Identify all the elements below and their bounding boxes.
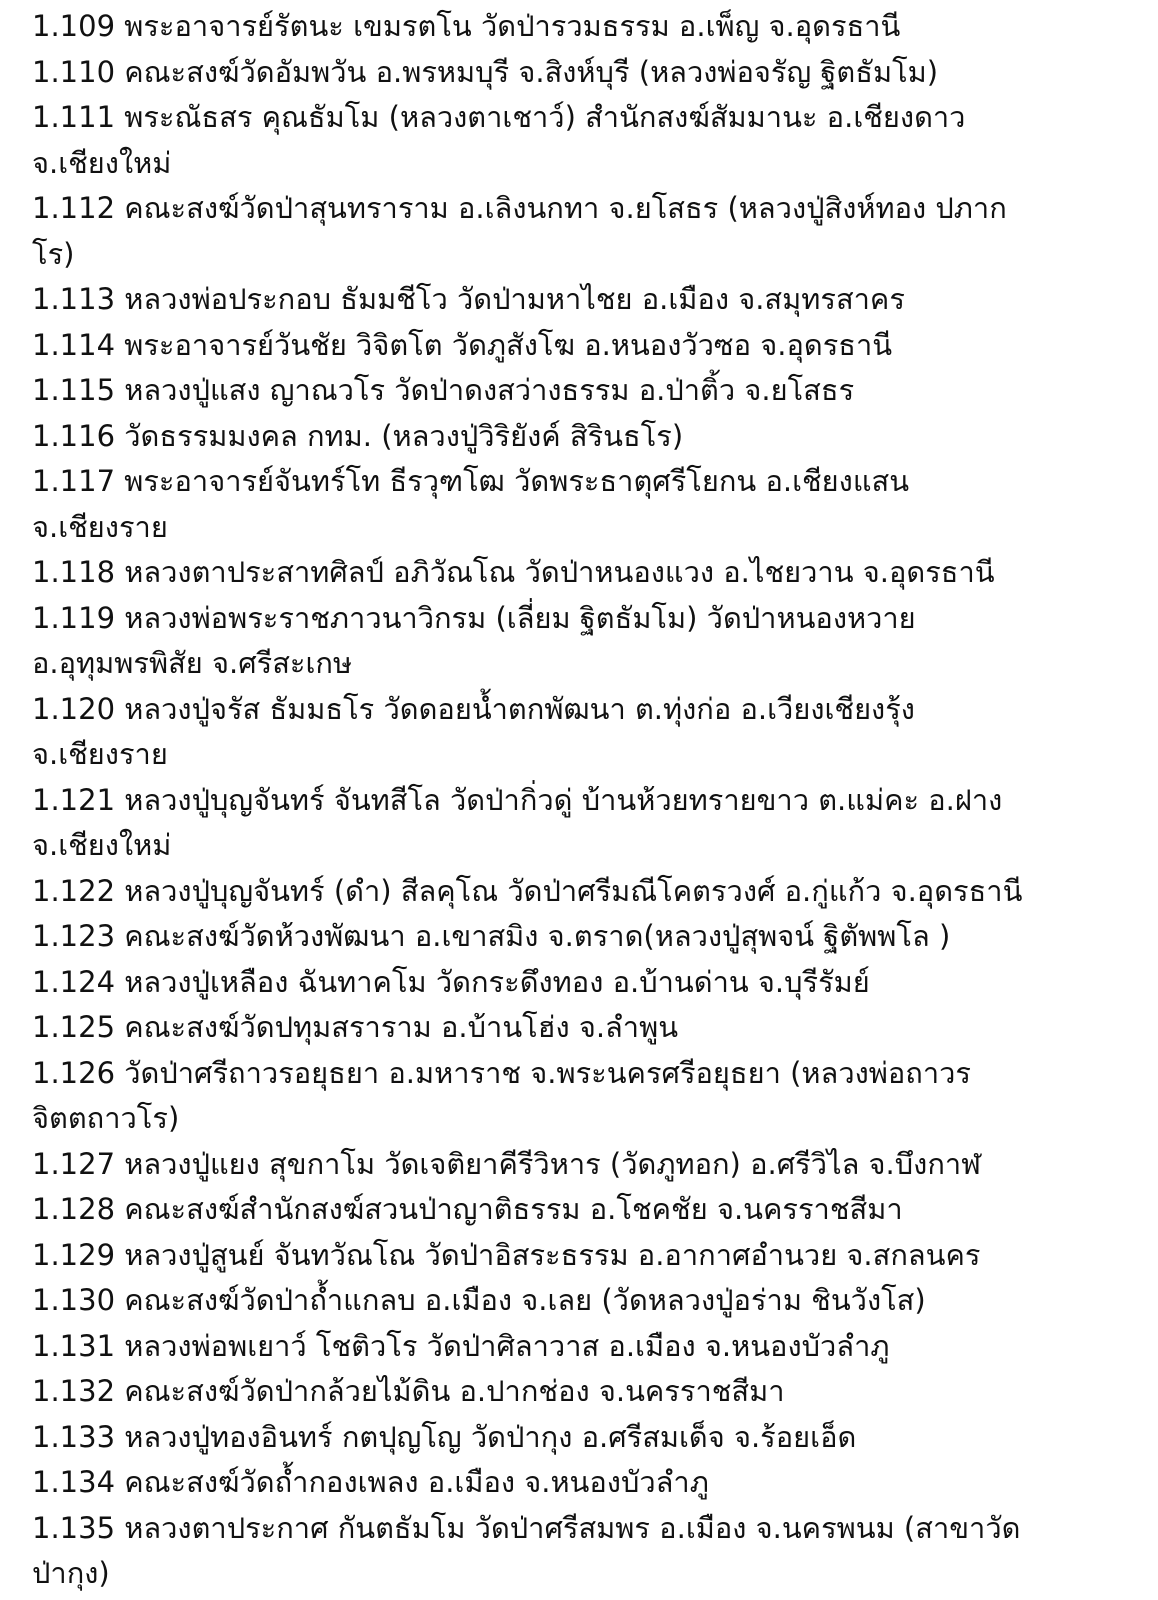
text-line: 1.113 หลวงพ่อประกอบ ธัมมชีโว วัดป่ามหาไชย อ.เมือง จ.สมุทรสาคร: [32, 282, 905, 316]
text-line: 1.125 คณะสงฆ์วัดปทุมสราราม อ.บ้านโฮ่ง จ.ลำพูน: [32, 1010, 679, 1044]
text-line: 1.134 คณะสงฆ์วัดถ้ำกองเพลง อ.เมือง จ.หนองบัวลำภู: [32, 1465, 709, 1499]
text-line: 1.123 คณะสงฆ์วัดห้วงพัฒนา อ.เขาสมิง จ.ตราด(หลวงปู่สุพจน์ ฐิตัพพโล ): [32, 919, 951, 953]
text-line: 1.135 หลวงตาประกาศ กันตธัมโม วัดป่าศรีสมพร อ.เมือง จ.นครพนม (สาขาวัด: [32, 1510, 1021, 1545]
text-line: 1.116 วัดธรรมมงคล กทม. (หลวงปู่วิริยังค์ สิรินธโร): [32, 418, 684, 453]
text-line: 1.127 หลวงปู่แยง สุขกาโม วัดเจติยาคีรีวิหาร (วัดภูทอก) อ.ศรีวิไล จ.บึงกาฬ: [32, 1146, 981, 1181]
text-line: 1.118 หลวงตาประสาทศิลป์ อภิวัณโณ วัดป่าหนองแวง อ.ไชยวาน จ.อุดรธานี: [32, 555, 995, 589]
text-line: 1.111 พระณัธสร คุณธัมโม (หลวงตาเชาว์) สำนักสงฆ์สัมมานะ อ.เชียงดาว: [32, 100, 966, 134]
text-line: จ.เชียงราย: [32, 737, 168, 771]
text-line: จ.เชียงราย: [32, 509, 168, 544]
text-line: 1.117 พระอาจารย์จันทร์โท ธีรวุฑโฒ วัดพระธาตุศรีโยกน อ.เชียงแสน: [32, 464, 910, 498]
text-line: 1.109 พระอาจารย์รัตนะ เขมรตโน วัดป่ารวมธรรม อ.เพ็ญ จ.อุดรธานี: [32, 9, 901, 43]
text-line: 1.114 พระอาจารย์วันชัย วิจิตโต วัดภูสังโฆ อ.หนองวัวซอ จ.อุดรธานี: [32, 327, 893, 362]
text-line: 1.133 หลวงปู่ทองอินทร์ กตปุญโญ วัดป่ากุง อ.ศรีสมเด็จ จ.ร้อยเอ็ด: [32, 1419, 857, 1454]
text-line: 1.110 คณะสงฆ์วัดอัมพวัน อ.พรหมบุรี จ.สิงห์บุรี (หลวงพ่อจรัญ ฐิตธัมโม): [32, 54, 939, 89]
text-line: 1.112 คณะสงฆ์วัดป่าสุนทราราม อ.เลิงนกทา จ.ยโสธร (หลวงปู่สิงห์ทอง ปภาก: [32, 191, 1007, 225]
text-line: 1.129 หลวงปู่สูนย์ จันทวัณโณ วัดป่าอิสระธรรม อ.อากาศอำนวย จ.สกลนคร: [32, 1237, 981, 1272]
text-line: โร): [32, 236, 75, 271]
text-line: จ.เชียงใหม่: [32, 828, 172, 862]
text-line: จิตตถาวโร): [32, 1101, 180, 1135]
text-line: 1.128 คณะสงฆ์สำนักสงฆ์สวนป่าญาติธรรม อ.โชคชัย จ.นครราชสีมา: [32, 1192, 903, 1226]
text-line: 1.115 หลวงปู่แสง ญาณวโร วัดป่าดงสว่างธรรม อ.ป่าติ้ว จ.ยโสธร: [32, 373, 855, 407]
text-line: 1.126 วัดป่าศรีถาวรอยุธยา อ.มหาราช จ.พระนครศรีอยุธยา (หลวงพ่อถาวร: [32, 1055, 972, 1090]
text-line: 1.122 หลวงปู่บุญจันทร์ (ดำ) สีลคุโณ วัดป่าศรีมณีโคตรวงศ์ อ.กู่แก้ว จ.อุดรธานี: [32, 873, 1023, 908]
text-line: อ.อุทุมพรพิสัย จ.ศรีสะเกษ: [32, 646, 353, 680]
text-line: 1.132 คณะสงฆ์วัดป่ากล้วยไม้ดิน อ.ปากช่อง จ.นครราชสีมา: [32, 1374, 785, 1408]
text-line: 1.121 หลวงปู่บุญจันทร์ จันทสีโล วัดป่ากิ่วดู่ บ้านห้วยทรายขาว ต.แม่คะ อ.ฝาง: [32, 782, 1003, 817]
text-line: 1.120 หลวงปู่จรัส ธัมมธโร วัดดอยน้ำตกพัฒนา ต.ทุ่งก่อ อ.เวียงเชียงรุ้ง: [32, 691, 915, 726]
text-line: จ.เชียงใหม่: [32, 145, 172, 180]
text-line: 1.119 หลวงพ่อพระราชภาวนาวิกรม (เลี่ยม ฐิตธัมโม) วัดป่าหนองหวาย: [32, 600, 916, 635]
text-line: 1.124 หลวงปู่เหลือง ฉันทาคโม วัดกระดึงทอง อ.บ้านด่าน จ.บุรีรัมย์: [32, 964, 870, 999]
text-line: 1.130 คณะสงฆ์วัดป่าถ้ำแกลบ อ.เมือง จ.เลย (วัดหลวงปู่อร่าม ชินวังโส): [32, 1283, 926, 1317]
text-line: 1.131 หลวงพ่อพเยาว์ โชติวโร วัดป่าศิลาวาส อ.เมือง จ.หนองบัวลำภู: [32, 1328, 890, 1363]
text-line: ป่ากุง): [32, 1556, 110, 1590]
document-body: [32, 0, 1148, 1597]
